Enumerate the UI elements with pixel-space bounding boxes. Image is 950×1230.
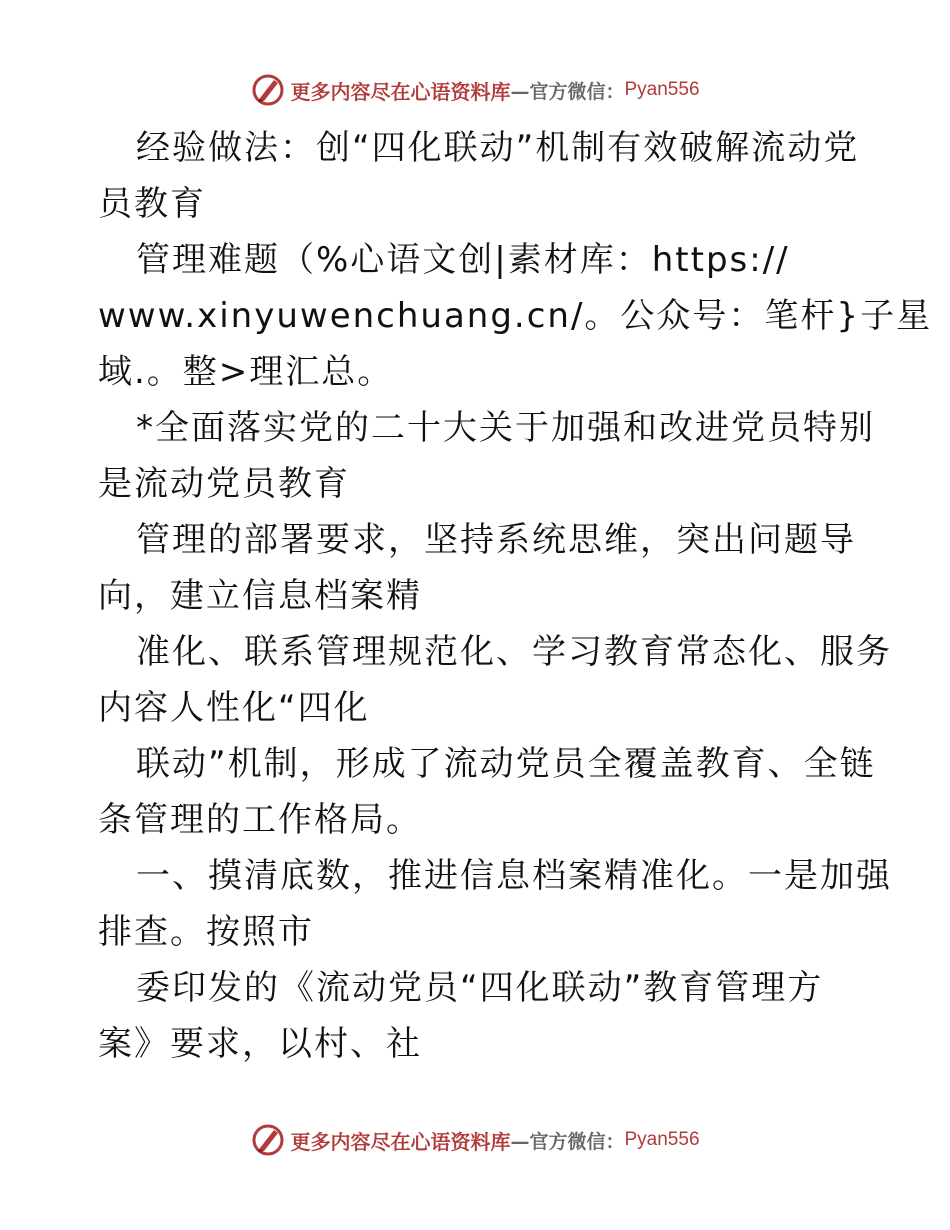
banner-red-text: 更多内容尽在心语资料库 <box>290 1129 511 1154</box>
text-line: 排查。按照市 <box>98 912 314 952</box>
banner-gray-text: —官方微信： <box>510 1130 625 1153</box>
text-line: 委印发的《流动党员“四化联动”教育管理方 <box>136 968 824 1008</box>
text-line: 一、摸清底数，推进信息档案精准化。一是加强 <box>136 856 892 896</box>
text-line: www.xinyuwenchuang.cn/。公众号：笔杆}子星 <box>98 296 933 336</box>
text-line: 管理难题（%心语文创|素材库：https:// <box>136 240 790 280</box>
pen-circle-logo-icon <box>250 72 286 108</box>
text-line: 员教育 <box>98 184 206 224</box>
text-line: 内容人性化“四化 <box>98 688 370 728</box>
banner-gray-text: —官方微信： <box>510 80 625 103</box>
text-line: 条管理的工作格局。 <box>98 800 422 840</box>
text-line: *全面落实党的二十大关于加强和改进党员特别 <box>136 408 875 448</box>
banner-red-text: 更多内容尽在心语资料库 <box>290 79 511 104</box>
text-line: 域.。整>理汇总。 <box>98 352 394 392</box>
text-line: 是流动党员教育 <box>98 464 350 504</box>
footer-banner <box>0 1118 950 1162</box>
text-line: 联动”机制，形成了流动党员全覆盖教育、全链 <box>136 744 876 784</box>
text-line: 管理的部署要求，坚持系统思维，突出问题导 <box>136 520 856 560</box>
text-line: 经验做法：创“四化联动”机制有效破解流动党 <box>136 128 860 168</box>
banner-wechat-id: Pyan556 <box>624 79 700 100</box>
text-line: 向，建立信息档案精 <box>98 576 422 616</box>
header-banner <box>0 68 950 112</box>
pen-circle-logo-icon <box>250 1122 286 1158</box>
text-line: 准化、联系管理规范化、学习教育常态化、服务 <box>136 632 892 672</box>
text-line: 案》要求，以村、社 <box>98 1024 422 1064</box>
banner-wechat-id: Pyan556 <box>624 1129 700 1150</box>
document-body <box>98 120 933 1072</box>
